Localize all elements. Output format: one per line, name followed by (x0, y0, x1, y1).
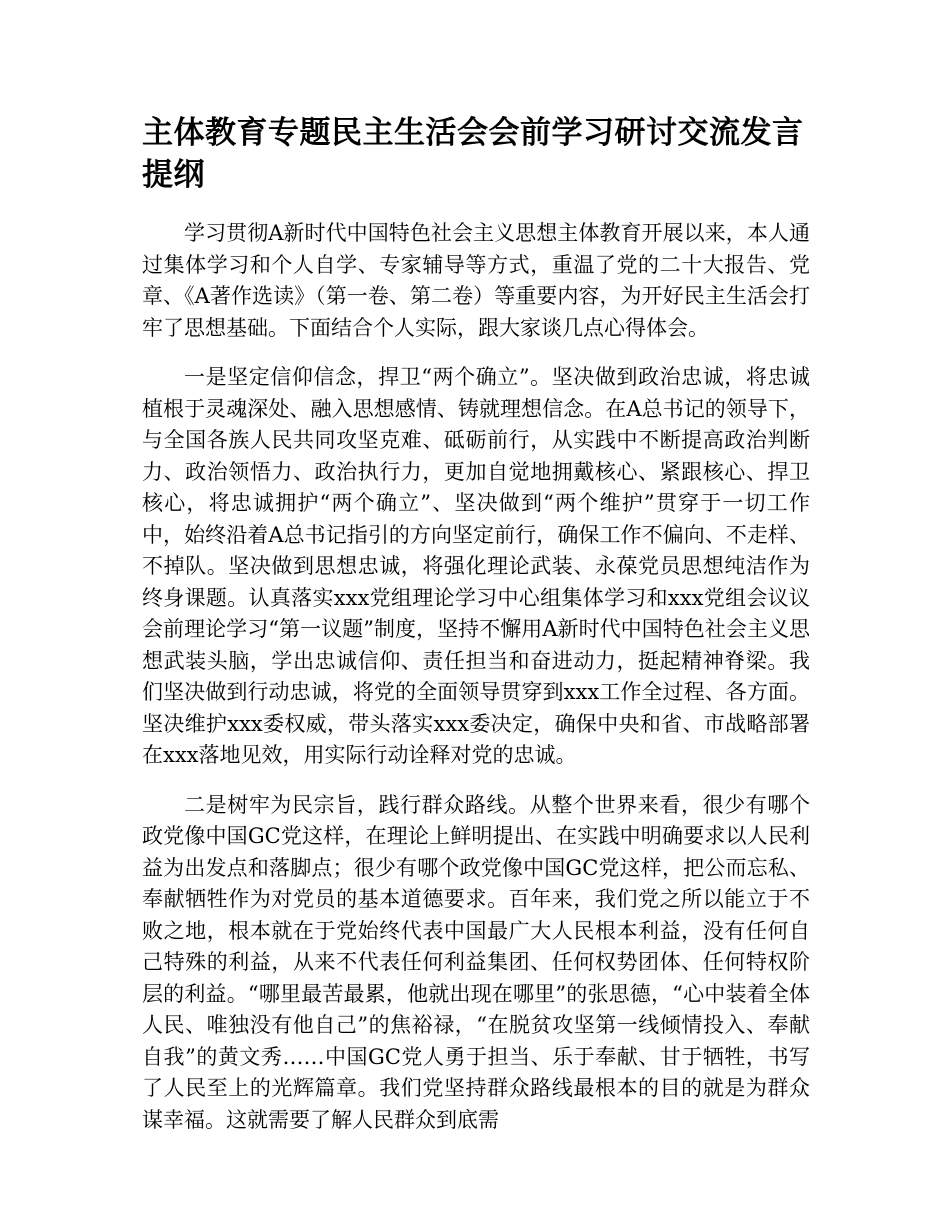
paragraph-point-two: 二是树牢为民宗旨，践行群众路线。从整个世界来看，很少有哪个政党像中国GC党这样，在理论上鲜明提出、在实践中明确要求以人民利益为出发点和落脚点；很少有哪个政党像中国GC党这样，把公而忘私、奉献牺牲作为对党员的基本道德要求。百年来，我们党之所以能立于不败之地，根本就在于党始终代表中国最广大人民根本利益，没有任何自己特殊的利益，从来不代表任何利益集团、任何权势团体、任何特权阶层的利益。“哪里最苦最累，他就出现在哪里”的张思德，“心中装着全体人民、唯独没有他自己”的焦裕禄，“在脱贫攻坚第一线倾情投入、奉献自我”的黄文秀……中国GC党人勇于担当、乐于奉献、甘于牺牲，书写了人民至上的光辉篇章。我们党坚持群众路线最根本的目的就是为群众谋幸福。这就需要了解人民群众到底需 (142, 792, 810, 1132)
document-title: 主体教育专题民主生活会会前学习研讨交流发言提纲 (142, 115, 804, 193)
paragraph-intro: 学习贯彻A新时代中国特色社会主义思想主体教育开展以来，本人通过集体学习和个人自学、专家辅导等方式，重温了党的二十大报告、党章、《A著作选读》（第一卷、第二卷）等重要内容，为开好民主生活会打牢了思想基础。下面结合个人实际，跟大家谈几点心得体会。 (142, 221, 810, 340)
document-body (142, 112, 810, 1154)
paragraph-point-one: 一是坚定信仰信念，捍卫“两个确立”。坚决做到政治忠诚，将忠诚植根于灵魂深处、融入思想感情、铸就理想信念。在A总书记的领导下，与全国各族人民共同攻坚克难、砥砺前行，从实践中不断提高政治判断力、政治领悟力、政治执行力，更加自觉地拥戴核心、紧跟核心、捍卫核心，将忠诚拥护“两个确立”、坚决做到“两个维护”贯穿于一切工作中，始终沿着A总书记指引的方向坚定前行，确保工作不偏向、不走样、不掉队。坚决做到思想忠诚，将强化理论武装、永葆党员思想纯洁作为终身课题。认真落实xxx党组理论学习中心组集体学习和xxx党组会议议会前理论学习“第一议题”制度，坚持不懈用A新时代中国特色社会主义思想武装头脑，学出忠诚信仰、责任担当和奋进动力，挺起精神脊梁。我们坚决做到行动忠诚，将党的全面领导贯穿到xxx工作全过程、各方面。坚决维护xxx委权威，带头落实xxx委决定，确保中央和省、市战略部署在xxx落地见效，用实际行动诠释对党的忠诚。 (142, 365, 810, 767)
